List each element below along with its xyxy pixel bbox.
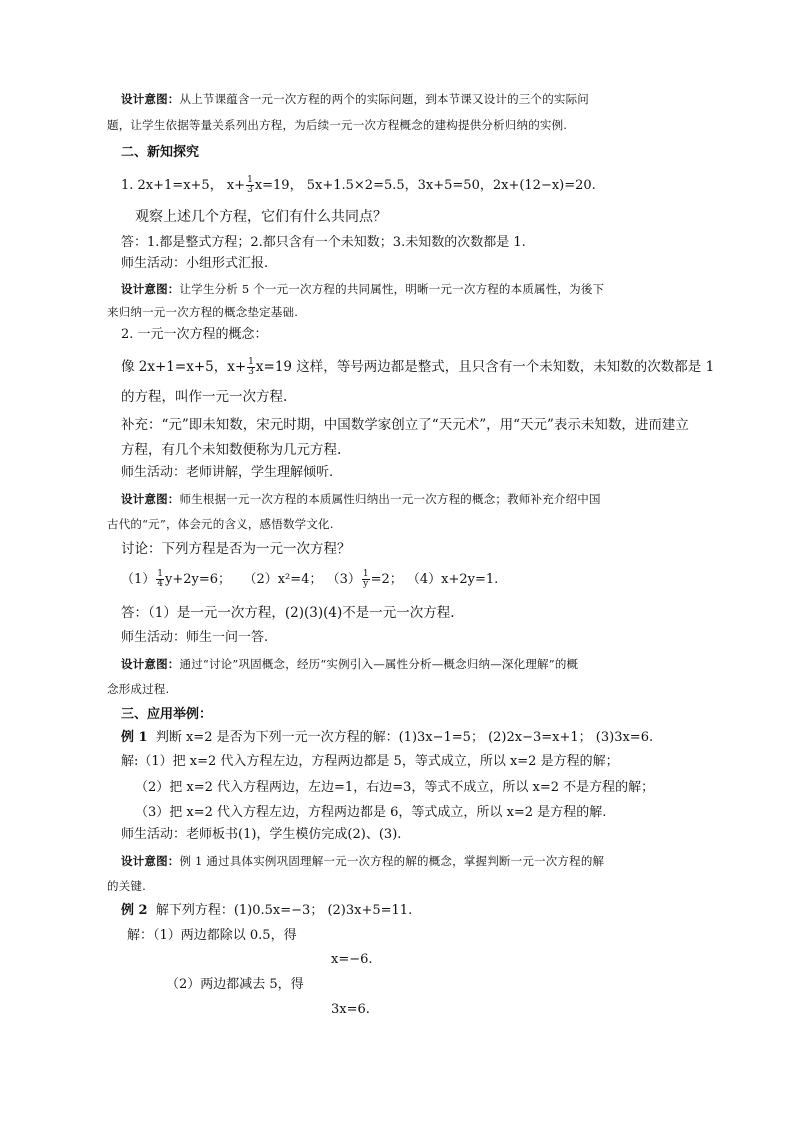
equation-text: （2）x²=4； [243, 572, 323, 587]
fraction-one-over-y: $\frac{1}{y}$ [362, 569, 369, 589]
equation-text: 1. 2x+1=x+5， [121, 178, 223, 193]
activity-3 [121, 629, 268, 647]
example-1-solution-1: 解:（1）把 x=2 代入方程左边，方程两边都是 5，等式成立，所以 x=2 是方程的解； [121, 754, 619, 769]
design-intent-3-line2: 古代的“元”，体会元的含义，感悟数学文化. [107, 517, 334, 531]
observe-question: 观察上述几个方程，它们有什么共同点？ [135, 209, 387, 225]
design-intent-4-line1 [121, 655, 578, 673]
design-intent-text: 通过“讨论”巩固概念，经历“实例引入—属性分析—概念归纳—深化理解”的概 [179, 657, 579, 671]
fraction-one-third: $\frac{1}{3}$ [248, 357, 254, 377]
section-heading-application: 三、应用举例： [121, 707, 213, 722]
design-intent-1-line1 [121, 90, 589, 108]
example-2-solution-1: 解：（1）两边都除以 0.5，得 [127, 928, 297, 943]
design-intent-text: 师生根据一元一次方程的本质属性归纳出一元一次方程的概念；教师补充介绍中国 [179, 492, 601, 506]
design-intent-text: 例 1 通过具体实例巩固理解一元一次方程的解的概念，掌握判断一元一次方程的解 [179, 854, 605, 868]
equation-text: x+ [226, 178, 246, 193]
design-intent-2-line2: 来归纳一元一次方程的概念垫定基础. [107, 305, 299, 319]
example-text: 判断 x=2 是否为下列一元一次方程的解：(1)3x−1=5； (2)2x−3=x+1； (3)3x=6. [155, 730, 654, 745]
design-intent-4-line2: 念形成过程. [107, 682, 170, 696]
concept-definition-line2: 的方程，叫作一元一次方程. [121, 389, 288, 405]
answer-1: 答：1.都是整式方程；2.都只含有一个未知数；3.未知数的次数都是 1. [121, 235, 526, 250]
example-label: 例 1 [121, 730, 148, 745]
supplement-line2: 方程，有几个未知数便称为几元方程. [121, 442, 342, 458]
fraction-one-third: $\frac{1}{3}$ [247, 175, 253, 195]
example-text: 解下列方程：(1)0.5x=−3； (2)3x+5=11. [155, 903, 413, 918]
design-intent-label: 设计意图： [121, 92, 180, 106]
activity-label: 师生活动： [121, 827, 187, 842]
activity-text: 师生一问一答. [186, 630, 269, 645]
activity-4 [121, 826, 401, 844]
equation-text: 5x+1.5×2=5.5，3x+5=50，2x+(12−x)=20. [306, 178, 596, 193]
example-2 [121, 902, 412, 920]
activity-1 [121, 255, 268, 273]
example-label: 例 2 [121, 903, 148, 918]
equation-text: （4）x+2y=1. [406, 572, 499, 587]
concept-title: 2. 一元一次方程的概念： [121, 327, 268, 342]
concept-text: 像 2x+1=x+5，x+ [121, 359, 247, 375]
discussion-equations [121, 570, 498, 589]
activity-text: 老师板书(1)，学生模仿完成(2)、(3). [186, 827, 402, 842]
example-2-solution-2: （2）两边都减去 5，得 [166, 977, 304, 992]
design-intent-5-line1 [121, 852, 604, 870]
design-intent-label: 设计意图： [121, 282, 180, 296]
concept-definition-line1 [121, 358, 714, 377]
design-intent-3-line1 [121, 490, 601, 508]
answer-2: 答：（1）是一元一次方程，(2)(3)(4)不是一元一次方程. [121, 605, 455, 621]
activity-label: 师生活动： [121, 256, 187, 271]
activity-2 [121, 464, 333, 482]
activity-text: 老师讲解，学生理解倾听. [186, 465, 334, 480]
design-intent-2-line1 [121, 280, 604, 298]
activity-label: 师生活动： [121, 465, 187, 480]
section-heading-new-knowledge: 二、新知探究 [121, 145, 200, 160]
activity-label: 师生活动： [121, 630, 187, 645]
design-intent-label: 设计意图： [121, 492, 180, 506]
example-2-result-2: 3x=6. [331, 1002, 370, 1017]
equation-text: （1） [121, 572, 156, 587]
discussion-question: 讨论：下列方程是否为一元一次方程？ [121, 541, 351, 557]
equation-text: =2； [370, 572, 403, 587]
fraction-one-quarter: $\frac{1}{4}$ [157, 569, 164, 589]
example-1-solution-3: （3）把 x=2 代入方程左边，方程两边都是 6，等式成立，所以 x=2 是方程的解. [135, 805, 607, 820]
example-2-result-1: x=−6. [331, 952, 373, 967]
design-intent-text: 从上节课蕴含一元一次方程的两个的实际问题，到本节课又设计的三个的实际问 [179, 92, 589, 106]
design-intent-label: 设计意图： [121, 854, 180, 868]
equation-text: （3） [326, 572, 361, 587]
activity-text: 小组形式汇报. [186, 256, 269, 271]
equation-text: y+2y=6； [165, 572, 232, 587]
design-intent-label: 设计意图： [121, 657, 180, 671]
equation-list [121, 176, 596, 195]
design-intent-text: 让学生分析 5 个一元一次方程的共同属性，明晰一元一次方程的本质属性，为後下 [179, 282, 605, 296]
example-1 [121, 729, 653, 747]
supplement-line1: 补充：“元”即未知数，宋元时期，中国数学家创立了“天元术”，用“天元”表示未知数，进而建立 [121, 417, 689, 433]
equation-text: x=19， [254, 178, 303, 193]
concept-text: x=19 这样，等号两边都是整式，且只含有一个未知数，未知数的次数都是 1 [255, 359, 715, 375]
design-intent-1-line2: 题，让学生依据等量关系列出方程，为后续一元一次方程概念的建构提供分析归纳的实例. [107, 118, 568, 132]
example-1-solution-2: （2）把 x=2 代入方程两边，左边=1，右边=3，等式不成立，所以 x=2 不是方程的解； [135, 780, 655, 795]
design-intent-5-line2: 的关键. [107, 879, 146, 893]
